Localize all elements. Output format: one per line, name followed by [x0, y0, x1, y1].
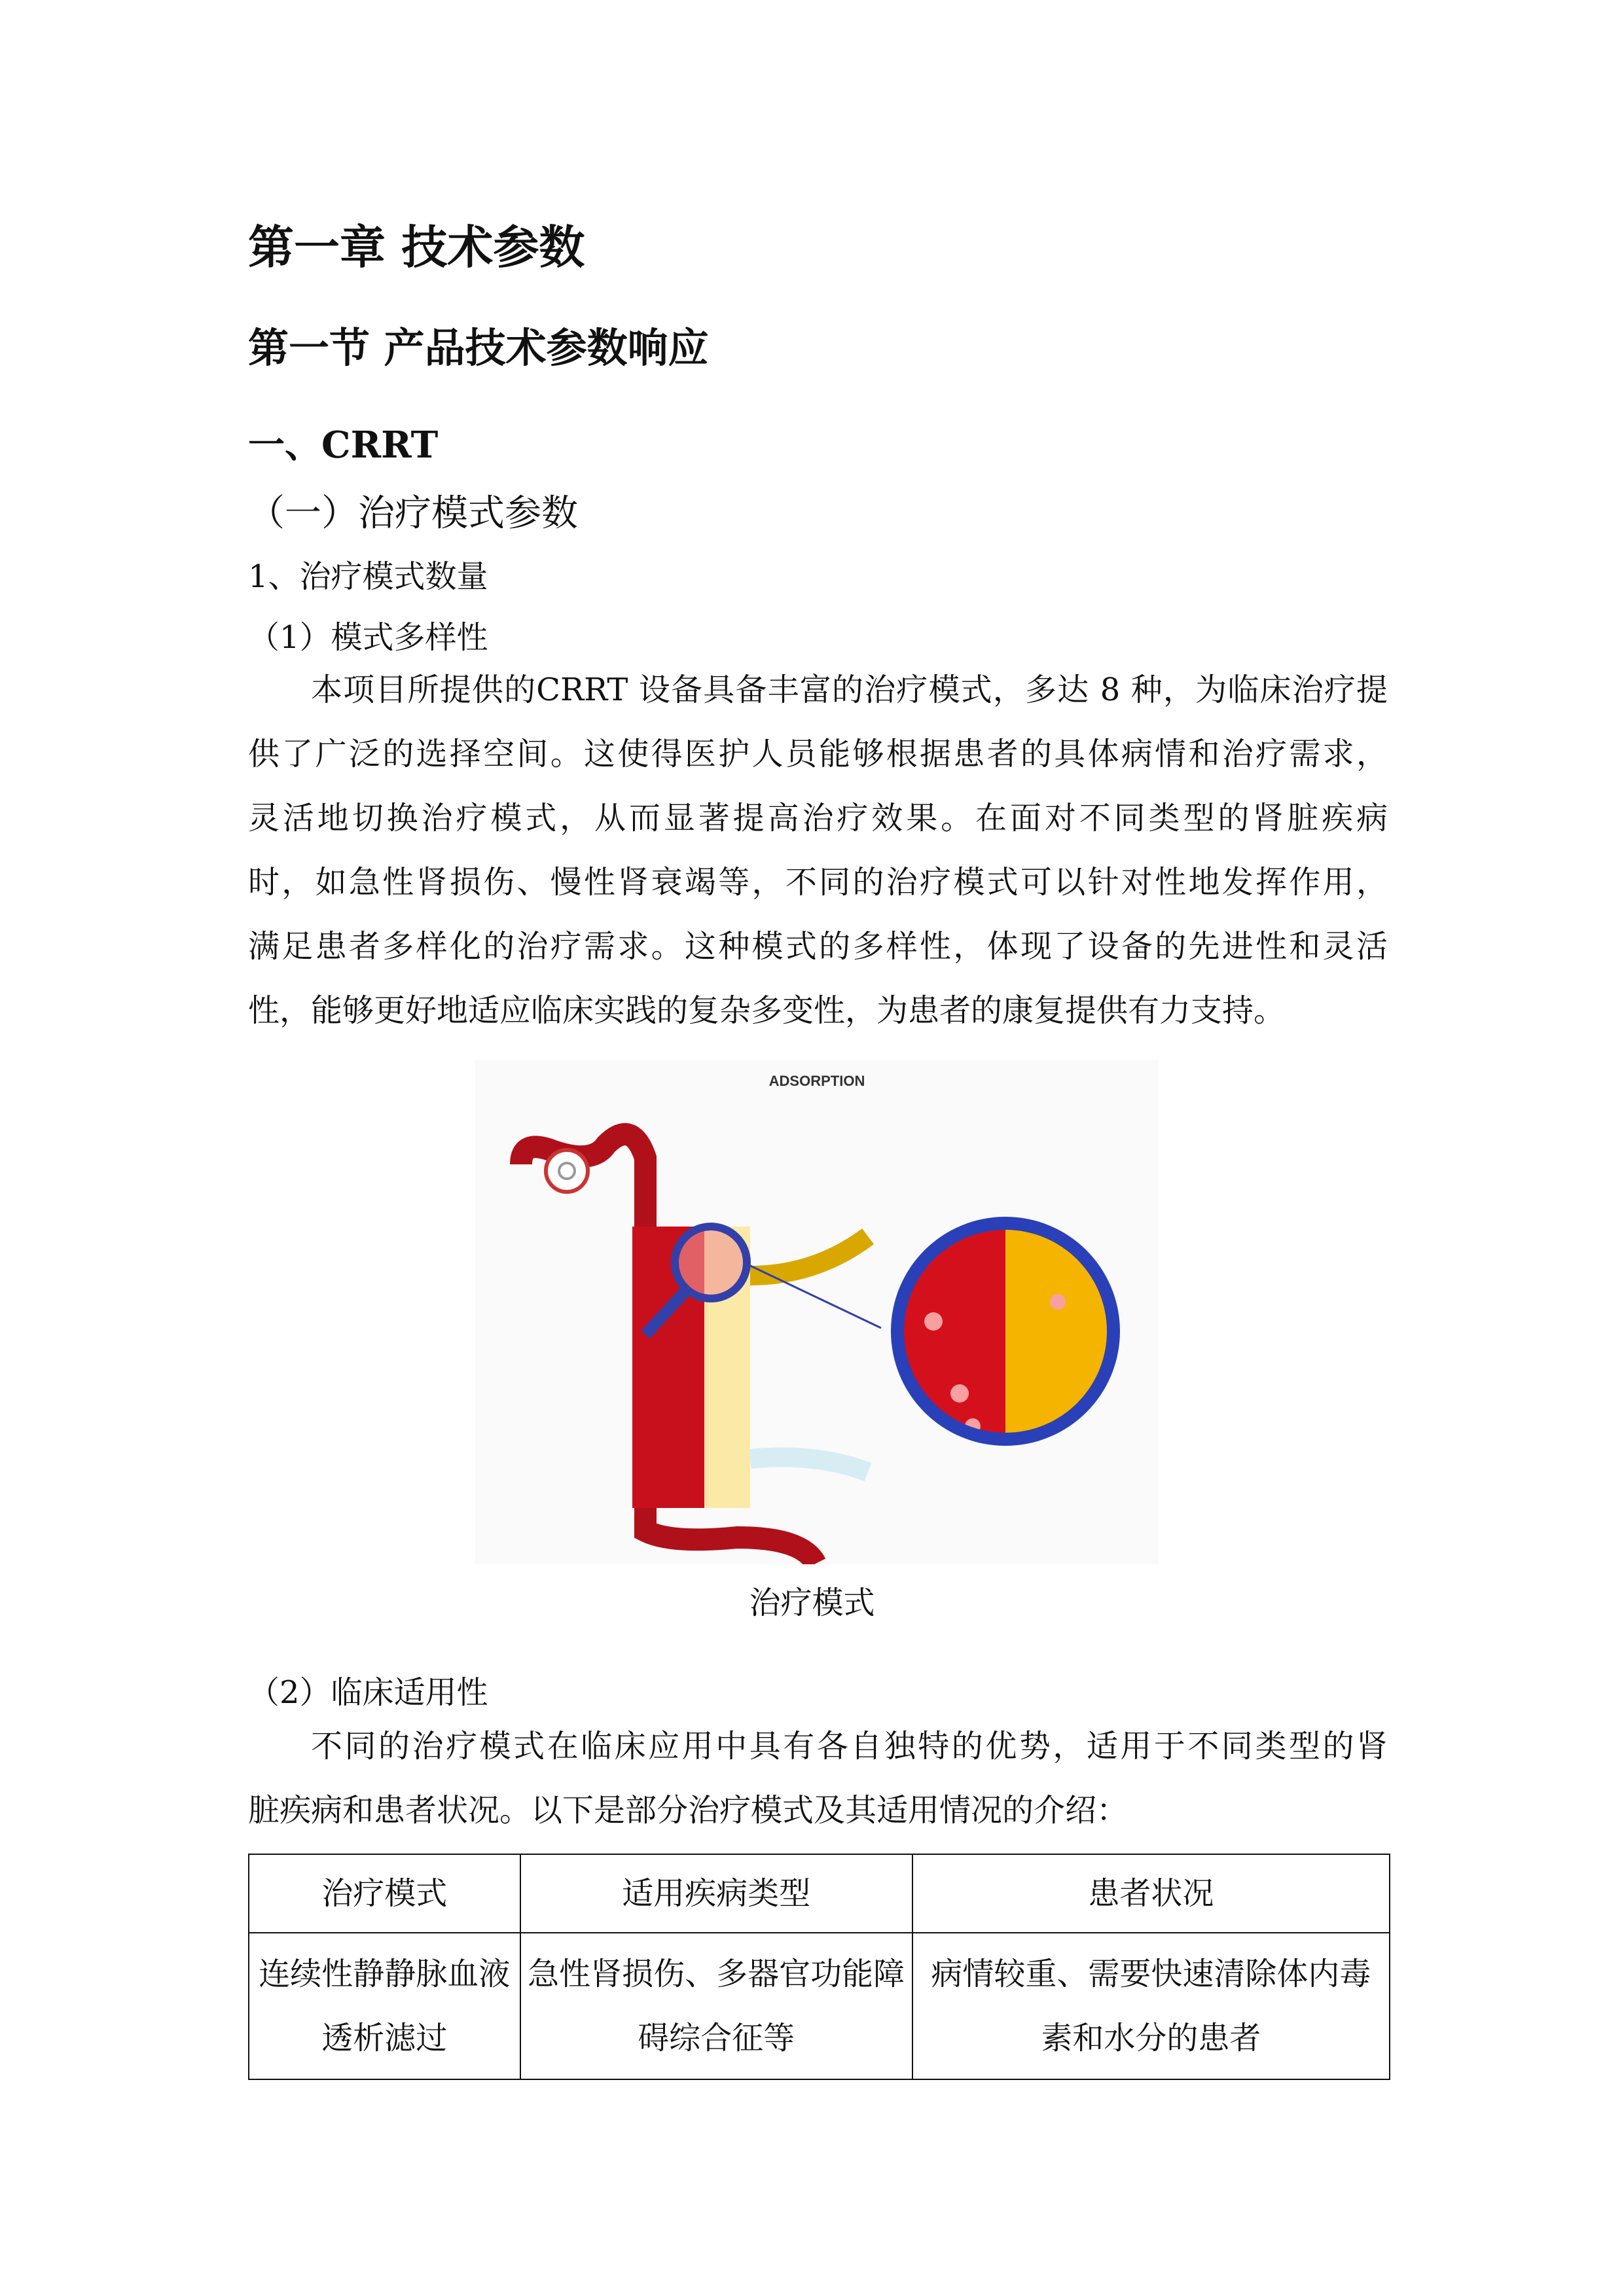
item-heading: 1、治疗模式数量: [248, 558, 488, 595]
table-cell: 连续性静静脉血液透析滤过: [249, 1933, 520, 2079]
table-row: [249, 1933, 1390, 2079]
part-heading: 一、CRRT: [248, 423, 439, 467]
paragraph-line: 脏疾病和患者状况。以下是部分治疗模式及其适用情况的介绍：: [248, 1792, 1128, 1829]
point-heading-1: （1）模式多样性: [248, 619, 488, 656]
paragraph-clinical: [248, 1714, 1388, 1842]
mode-table: [248, 1854, 1390, 2080]
section-title: 第一节 产品技术参数响应: [248, 324, 709, 372]
paragraph-mode-diversity: [248, 658, 1388, 1043]
paragraph-line: 灵活地切换治疗模式，从而显著提高治疗效果。在面对不同类型的肾脏疾病: [248, 800, 1388, 836]
paragraph-line: 性，能够更好地适应临床实践的复杂多变性，为患者的康复提供有力支持。: [248, 992, 1286, 1029]
adsorption-figure: [475, 1060, 1159, 1564]
chapter-title: 第一章 技术参数: [248, 220, 585, 274]
table-header: 适用疾病类型: [520, 1854, 912, 1933]
figure-caption: 治疗模式: [749, 1585, 875, 1621]
table-cell: 急性肾损伤、多器官功能障碍综合征等: [520, 1933, 912, 2079]
table-header: 治疗模式: [249, 1854, 520, 1933]
table-cell: 病情较重、需要快速清除体内毒素和水分的患者: [912, 1933, 1390, 2079]
paragraph-line: 满足患者多样化的治疗需求。这种模式的多样性，体现了设备的先进性和灵活: [248, 928, 1388, 965]
paragraph-line: 供了广泛的选择空间。这使得医护人员能够根据患者的具体病情和治疗需求，: [248, 736, 1388, 772]
figure-title: ADSORPTION: [768, 1073, 865, 1089]
table-header: 患者状况: [912, 1854, 1390, 1933]
paragraph-line: 本项目所提供的CRRT 设备具备丰富的治疗模式，多达 8 种，为临床治疗提: [311, 672, 1388, 708]
paragraph-line: 不同的治疗模式在临床应用中具有各自独特的优势，适用于不同类型的肾: [311, 1728, 1388, 1765]
sub-heading: （一）治疗模式参数: [248, 492, 578, 535]
point-heading-2: （2）临床适用性: [248, 1674, 488, 1711]
table-header-row: [249, 1854, 1390, 1933]
paragraph-line: 时，如急性肾损伤、慢性肾衰竭等，不同的治疗模式可以针对性地发挥作用，: [248, 864, 1388, 901]
